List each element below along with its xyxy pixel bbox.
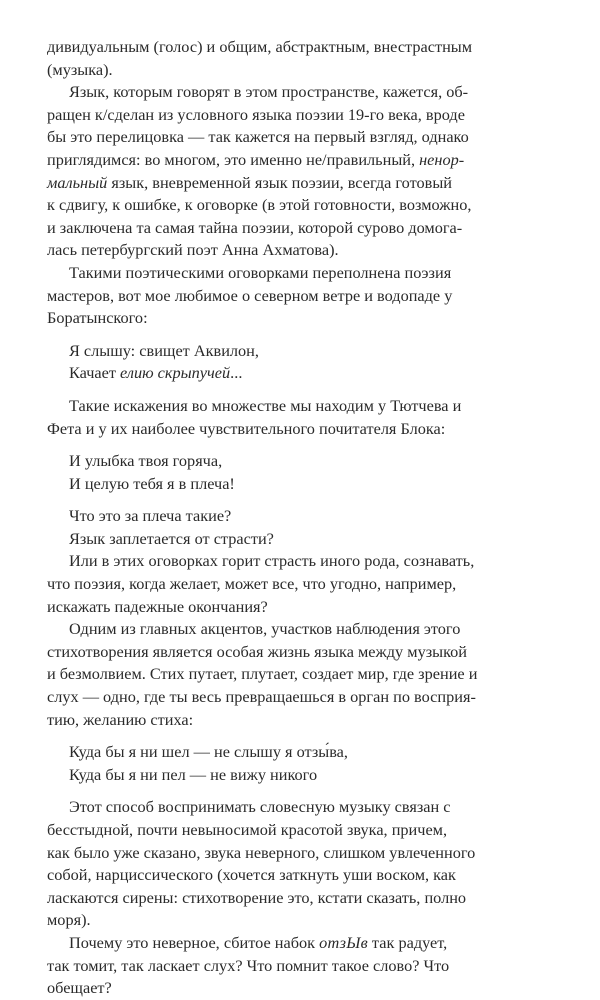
text-line: мастеров, вот мое любимое о северном ветре и водопаде у: [47, 285, 453, 305]
text-line: лась петербургский поэт Анна Ахматова).: [47, 240, 339, 260]
paragraph-tyutchev-fet: [47, 395, 559, 440]
italic-phrase: елию скрыпучей: [120, 363, 231, 383]
poem-line: [69, 362, 559, 385]
text-segment: приглядимся: во многом, это именно не/правильный,: [47, 149, 420, 169]
book-page: [47, 36, 559, 1000]
poem-line: Куда бы я ни шел — не слышу я отзы́ва,: [69, 742, 348, 762]
paragraph-accents: [47, 618, 559, 731]
paragraph-questions: [47, 505, 559, 618]
poem-quote-otzyva: [47, 741, 559, 786]
text-line: моря).: [47, 910, 91, 930]
paragraph-music: [47, 796, 559, 932]
poem-line: И целую тебя я в плеча!: [69, 473, 235, 493]
text-line: Одним из главных акцентов, участков наблюдения этого: [69, 619, 461, 639]
poem-quote-baratynsky: [47, 340, 559, 385]
italic-word: мальный: [47, 172, 108, 192]
text-line: Язык, которым говорят в этом пространстве, кажется, об-: [69, 82, 469, 102]
text-line: [47, 149, 559, 172]
text-line: стихотворения является особая жизнь языка между музыкой: [47, 641, 468, 661]
text-line: Язык заплетается от страсти?: [69, 528, 274, 548]
text-line: как было уже сказано, звука неверного, слишком увлеченного: [47, 842, 476, 862]
text-line: тию, желанию стиха:: [47, 709, 194, 729]
text-line: ращен к/сделан из условного языка поэзии 19-го века, вроде: [47, 104, 465, 124]
text-line: [47, 932, 559, 955]
poem-quote-blok: [47, 450, 559, 495]
text-line: Такими поэтическими оговорками переполнена поэзия: [69, 262, 452, 282]
text-segment: ...: [230, 363, 243, 383]
italic-word: отзЫв: [319, 932, 368, 952]
paragraph-continuation: [47, 36, 559, 81]
text-line: Фета и у их наиболее чувствительного почитателя Блока:: [47, 418, 446, 438]
text-line: Что это за плеча такие?: [69, 506, 232, 526]
poem-line: Я слышу: свищет Аквилон,: [69, 340, 259, 360]
text-line: так томит, так ласкает слух? Что помнит такое слово? Что: [47, 955, 450, 975]
text-segment: так радует,: [367, 932, 448, 952]
text-line: что поэзия, когда желает, может все, что угодно, например,: [47, 574, 457, 594]
poem-line: Куда бы я ни пел — не вижу никого: [69, 764, 318, 784]
text-line: [47, 172, 559, 195]
paragraph-final-question: [47, 932, 559, 1000]
text-line: Этот способ воспринимать словесную музыку связан с: [69, 797, 451, 817]
text-line: искажать падежные окончания?: [47, 596, 268, 616]
text-line: слух — одно, где ты весь превращаешься в орган по восприя-: [47, 687, 476, 707]
text-line: бесстыдной, почти невыносимой красотой звука, причем,: [47, 820, 448, 839]
text-line: собой, нарциссического (хочется заткнуть уши воском, как: [47, 865, 456, 885]
text-line: (музыка).: [47, 59, 113, 79]
italic-word: ненор-: [419, 149, 465, 169]
text-line: обещает?: [47, 978, 112, 998]
text-line: ласкаются сирены: стихотворение это, кстати сказать, полно: [47, 887, 467, 907]
text-line: дивидуальным (голос) и общим, абстрактным, внестрастным: [47, 37, 473, 56]
text-line: бы это перелицовка — так кажется на первый взгляд, однако: [47, 127, 469, 147]
text-line: Такие искажения во множестве мы находим у Тютчева и: [69, 395, 462, 415]
text-line: Или в этих оговорках горит страсть иного рода, сознавать,: [69, 551, 475, 571]
paragraph-language: [47, 81, 559, 262]
text-segment: Почему это неверное, сбитое набок: [69, 932, 320, 952]
text-line: к сдвигу, к ошибке, к оговорке (в этой готовности, возможно,: [47, 195, 472, 215]
poem-line: И улыбка твоя горяча,: [69, 451, 223, 471]
paragraph-baratynsky: [47, 262, 559, 330]
text-segment: Качает: [69, 363, 121, 383]
text-segment: язык, вневременной язык поэзии, всегда готовый: [107, 172, 452, 192]
text-line: и заключена та самая тайна поэзии, которой сурово домога-: [47, 217, 463, 237]
text-line: и безмолвием. Стих путает, плутает, создает мир, где зрение и: [47, 664, 478, 684]
text-line: Боратынского:: [47, 308, 148, 328]
